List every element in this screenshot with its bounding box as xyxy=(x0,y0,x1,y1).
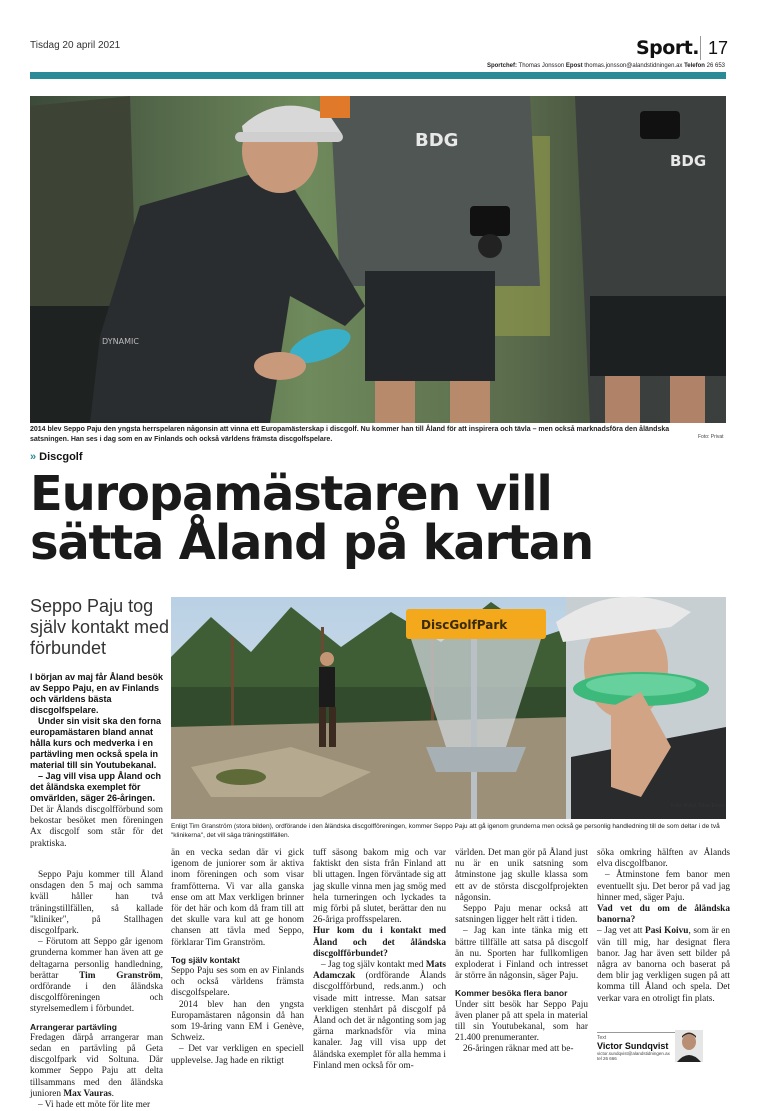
byline-label: Text xyxy=(597,1035,607,1041)
body-column-6 xyxy=(597,848,730,1005)
contact-label-email: Epost xyxy=(565,63,583,69)
person-name: Pasi Koivu xyxy=(645,926,689,937)
contact-name: Thomas Jonsson xyxy=(518,63,565,69)
body-paragraph: Seppo Paju ses som en av Finlands och också världens främsta discgolfspelare. xyxy=(171,966,304,999)
section-accent-bar xyxy=(30,72,726,79)
kicker-label: Discgolf xyxy=(39,451,83,463)
ingress-paragraph-3: – Jag vill visa upp Åland och det åländska exemplet för omvärlden, säger 26-åringen. xyxy=(30,771,162,803)
body-paragraph: tuff säsong bakom mig och var faktiskt den sista från Finland att bli uttagen. Ingen förväntade sig att jag skulle vinna men jag smög med hela turneringen och lyckades ta mig förbi på slutet, berättar den nu 26-åriga proffsspelaren. xyxy=(313,848,446,926)
person-name: Mats Adamczak xyxy=(313,960,446,982)
subheading: Arrangerar partävling xyxy=(30,1021,117,1032)
interview-question: Hur kom du i kontakt med Åland och det åländska discgolfförbundet? xyxy=(313,926,446,959)
body-paragraph: – Jag tog själv kontakt med Mats Adamczak (ordförande Ålands discgolfförbund, reds.anm.) och visade mitt intresse. Man satsar verkligen stenhårt på discgolf på Åland och det är någonting som jag gärna marknadsför via mina kanaler. Jag vill visa upp det åländska exemplet för alla hemma i Finland men också för om- xyxy=(313,960,447,1071)
body-paragraph: – Vi hade ett möte för lite mer xyxy=(38,1100,151,1111)
headline-line-1: Europamästaren vill xyxy=(30,466,552,522)
article-ingress xyxy=(30,672,170,804)
byline-email: victor.sundqvist@alandstidningen.ax xyxy=(597,1051,670,1056)
top-photo-caption: 2014 blev Seppo Paju den yngsta herrspelaren någonsin att vinna ett Europamästerskap i discgolf. Nu kommer han till Åland för att inspirera och tävla – men också marknadsföra den åländska satsningen. Han ses i dag som en av Finlands och också världens främsta discgolfspelare. xyxy=(30,426,670,443)
headline-line-2: sätta Åland på kartan xyxy=(30,515,593,571)
body-paragraph: Seppo Paju kommer till Åland onsdagen den 5 maj och samma kväll håller han två träningstillfällen, så kallade "kliniker", på Stallhagen discgolfpark. xyxy=(30,870,163,937)
person-name: Tim Granström xyxy=(79,970,161,981)
mid-photo xyxy=(171,597,726,819)
author-avatar xyxy=(675,1030,703,1062)
person-name: Max Vauras xyxy=(63,1088,112,1099)
subheading: Kommer besöka flera banor xyxy=(455,988,568,999)
shirt-print-2: BDG xyxy=(670,152,707,170)
article-deck: Seppo Paju tog själv kontakt med förbundet xyxy=(30,596,170,658)
subheading: Tog själv kontakt xyxy=(171,954,240,965)
interview-question: Vad vet du om de åländska banorna? xyxy=(597,904,730,926)
body-paragraph: Fredagen därpå arrangerar man sedan en partävling på Geta discgolfpark vid Soltuna. Där kommer Seppo Paju att delta tillsammans med den åländska junioren Max Vauras. xyxy=(30,1032,163,1099)
top-photo-credit: Foto: Privat xyxy=(698,434,724,440)
kicker-chevron-icon: » xyxy=(30,451,37,463)
page-number-divider xyxy=(700,36,701,60)
basket-label: DiscGolfPark xyxy=(421,618,508,632)
byline-phone: tel 26 666 xyxy=(597,1056,617,1061)
body-paragraph: Under sitt besök har Seppo Paju även planer på att spela in material till sin Youtubekanal, som har 21.400 prenumeranter. xyxy=(455,999,588,1044)
mid-photo-caption: Enligt Tim Granström (stora bilden), ordförande i den åländska discgolfföreningen, kommer Seppo Paju att gå igenom grunderna men också ge personlig handledning till de som deltar i de två "klinikerna", det vill säga träningstillfällen. xyxy=(171,823,720,839)
contact-label-chief: Sportchef: xyxy=(486,63,517,69)
body-paragraph: Seppo Paju menar också att satsningen ligger helt rätt i tiden. xyxy=(455,904,588,926)
body-column-2 xyxy=(30,870,163,1111)
contact-email: thomas.jonsson@alandstidningen.ax xyxy=(584,63,683,69)
body-paragraph: – Jag kan inte tänka mig ett bättre tillfälle att satsa på discgolf än nu. Sporten har fullkomligen exploderat i Finland och intresset är större än någonsin, säger Paju. xyxy=(455,926,588,982)
top-photo xyxy=(30,96,726,423)
body-column-1 xyxy=(30,805,163,850)
body-paragraph: världen. Det man gör på Åland just nu är en unik satsning som åtminstone jag skulle klassa som ett av de största discgolfprojekten någonsin. xyxy=(455,848,588,903)
contact-label-phone: Telefon xyxy=(684,63,705,69)
ingress-paragraph-1: I början av maj får Åland besök av Seppo Paju, en av Finlands och världens bästa discgolfspelare. xyxy=(30,672,164,715)
contact-phone: 26 653 xyxy=(706,63,725,69)
section-contact xyxy=(487,63,725,69)
body-column-4 xyxy=(313,848,446,1072)
body-paragraph: söka omkring hälften av Ålands elva discgolfbanor. xyxy=(597,848,730,870)
body-paragraph: Det är Ålands discgolfförbund som bekostar besöket men föreningen Ax discgolf som står för det praktiska. xyxy=(30,805,163,849)
section-title: Sport. xyxy=(635,37,699,59)
byline-name: Victor Sundqvist xyxy=(597,1041,669,1051)
body-paragraph: – Det var verkligen en speciell upplevelse. Jag hade en riktigt xyxy=(171,1044,304,1066)
body-paragraph: – Jag vet att Pasi Koivu, som är en vän till mig, har designat flera banor. Jag har även sett bilder på några av banorna och baserat på dem blir jag verkligen sugen på att komma till Åland och spela. Det verkar vara en otroligt fin plats. xyxy=(597,926,731,1004)
shirt-print-1: BDG xyxy=(415,130,459,151)
article-headline xyxy=(30,466,740,571)
body-paragraph: än en vecka sedan där vi gick igenom de juniorer som är aktiva inom föreningen och som visar framfötterna. Vi var alla ganska ense om att Max verkligen brinner för det här och kom då fram till att det skulle vara kul att ge honom chansen att tävla med Seppo, förklarar Tim Granström. xyxy=(171,848,304,948)
body-paragraph: – Förutom att Seppo går igenom grunderna kommer han även att ge deltagarna personlig handledning, berättar Tim Granström, ordförande i den åländska discgolfföreningen och styrelsemedlem i förbundet. xyxy=(30,937,163,1015)
ingress-paragraph-2: Under sin visit ska den forna europamästaren bland annat hålla kurs och medverka i en partävling men också spela in material till sin Youtubekanal. xyxy=(30,716,162,770)
body-paragraph: – Åtminstone fem banor men eventuellt sju. Det beror på vad jag hinner med, säger Paju. xyxy=(597,870,730,903)
article-kicker xyxy=(30,451,83,463)
body-paragraph: 2014 blev han den yngsta Europamästaren någonsin då han som 19-åring vann EM i Genève, Schweiz. xyxy=(171,999,304,1044)
body-column-5 xyxy=(455,848,588,1056)
body-column-3 xyxy=(171,848,304,1067)
sleeve-print: DYNAMIC xyxy=(102,337,139,346)
body-paragraph: 26-åringen räknar med att be- xyxy=(463,1044,574,1055)
mid-photo-credit: Foto: Hülya Tokur Ehres xyxy=(671,803,725,809)
issue-date: Tisdag 20 april 2021 xyxy=(30,40,121,51)
page-number: 17 xyxy=(708,38,729,58)
